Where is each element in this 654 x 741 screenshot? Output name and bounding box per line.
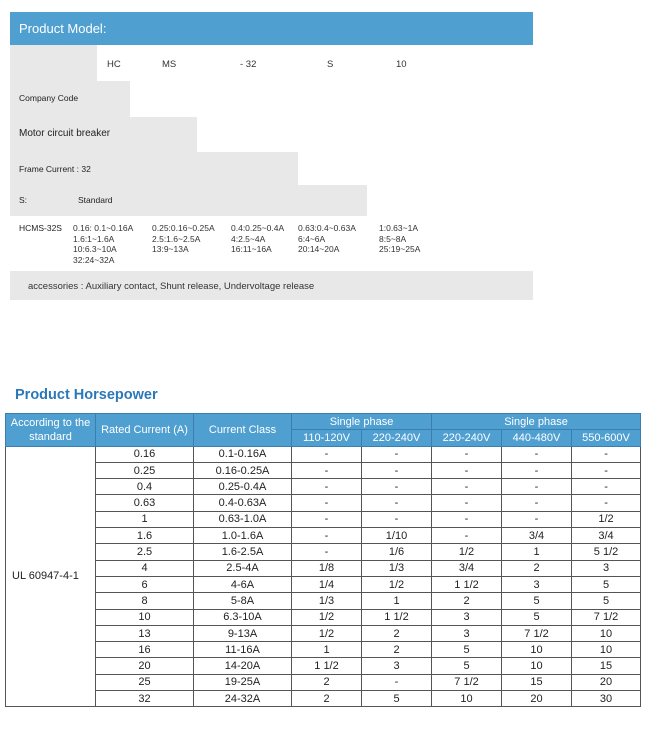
model-code-s: S bbox=[327, 59, 334, 70]
table-cell: 1 bbox=[362, 593, 432, 609]
table-cell: 1/6 bbox=[362, 544, 432, 560]
table-cell: - bbox=[432, 528, 502, 544]
model-code-10: 10 bbox=[396, 59, 407, 70]
table-cell: 4 bbox=[96, 560, 194, 576]
table-cell: - bbox=[292, 446, 362, 462]
table-cell: 15 bbox=[502, 674, 572, 690]
table-cell: - bbox=[572, 446, 641, 462]
table-cell: - bbox=[572, 462, 641, 478]
table-cell: - bbox=[432, 511, 502, 527]
table-cell: - bbox=[292, 544, 362, 560]
model-row-s-bg bbox=[10, 185, 367, 216]
table-cell: - bbox=[292, 511, 362, 527]
model-code-hc: HC bbox=[107, 59, 121, 70]
table-cell: 10 bbox=[432, 691, 502, 707]
table-cell: - bbox=[362, 511, 432, 527]
table-cell: 10 bbox=[96, 609, 194, 625]
table-cell: 1 1/2 bbox=[432, 576, 502, 592]
table-cell: 5 bbox=[572, 593, 641, 609]
table-cell: 20 bbox=[96, 658, 194, 674]
table-cell: 1/2 bbox=[362, 576, 432, 592]
table-cell: 0.4-0.63A bbox=[194, 495, 292, 511]
table-cell: 20 bbox=[502, 691, 572, 707]
motor-breaker-label: Motor circuit breaker bbox=[19, 128, 111, 139]
table-cell: 32 bbox=[96, 691, 194, 707]
table-cell: - bbox=[572, 495, 641, 511]
table-cell: 1/2 bbox=[292, 625, 362, 641]
table-cell: - bbox=[292, 495, 362, 511]
header-rated-current: Rated Current (A) bbox=[96, 414, 194, 447]
table-cell: 30 bbox=[572, 691, 641, 707]
table-cell: - bbox=[362, 446, 432, 462]
table-row bbox=[6, 576, 641, 592]
table-cell: 1 1/2 bbox=[292, 658, 362, 674]
table-cell: 19-25A bbox=[194, 674, 292, 690]
accessories-text: accessories : Auxiliary contact, Shunt release, Undervoltage release bbox=[28, 281, 315, 292]
table-cell: 8 bbox=[96, 593, 194, 609]
table-cell: - bbox=[362, 674, 432, 690]
standard-cell: UL 60947-4-1 bbox=[6, 446, 96, 707]
range-col-5: 1:0.63~1A 8:5~8A 25:19~25A bbox=[379, 223, 421, 254]
table-cell: - bbox=[292, 528, 362, 544]
product-model-header: Product Model: bbox=[10, 12, 533, 45]
header-single-phase-1: Single phase bbox=[292, 414, 432, 430]
table-cell: - bbox=[502, 462, 572, 478]
table-cell: 3 bbox=[432, 625, 502, 641]
table-cell: - bbox=[502, 446, 572, 462]
range-col-1: 0.16: 0.1~0.16A 1.6:1~1.6A 10:6.3~10A 32:24~32A bbox=[73, 223, 134, 265]
table-row bbox=[6, 479, 641, 495]
table-cell: 2 bbox=[432, 593, 502, 609]
table-cell: 3 bbox=[572, 560, 641, 576]
range-col-2: 0.25:0.16~0.25A 2.5:1.6~2.5A 13:9~13A bbox=[152, 223, 215, 254]
table-cell: 0.16 bbox=[96, 446, 194, 462]
table-cell: 6.3-10A bbox=[194, 609, 292, 625]
table-cell: - bbox=[502, 479, 572, 495]
table-cell: 1 bbox=[292, 642, 362, 658]
table-row bbox=[6, 674, 641, 690]
header-voltage-220a: 220-240V bbox=[362, 430, 432, 446]
table-cell: - bbox=[362, 462, 432, 478]
table-cell: 2.5-4A bbox=[194, 560, 292, 576]
table-row bbox=[6, 495, 641, 511]
table-cell: 10 bbox=[502, 642, 572, 658]
table-cell: 1 bbox=[502, 544, 572, 560]
table-cell: 1/3 bbox=[362, 560, 432, 576]
table-cell: 7 1/2 bbox=[572, 609, 641, 625]
table-cell: - bbox=[572, 479, 641, 495]
table-cell: 0.63-1.0A bbox=[194, 511, 292, 527]
table-cell: 0.16-0.25A bbox=[194, 462, 292, 478]
table-row bbox=[6, 658, 641, 674]
s-label: S: bbox=[19, 195, 28, 205]
table-cell: 1/2 bbox=[572, 511, 641, 527]
table-cell: 1 bbox=[96, 511, 194, 527]
table-cell: - bbox=[502, 511, 572, 527]
model-code-32: - 32 bbox=[240, 59, 257, 70]
table-cell: 0.4 bbox=[96, 479, 194, 495]
table-cell: 10 bbox=[502, 658, 572, 674]
header-voltage-110: 110-120V bbox=[292, 430, 362, 446]
table-cell: 2.5 bbox=[96, 544, 194, 560]
table-cell: 9-13A bbox=[194, 625, 292, 641]
table-cell: 5 bbox=[432, 658, 502, 674]
table-cell: 1/2 bbox=[432, 544, 502, 560]
table-cell: 2 bbox=[362, 625, 432, 641]
table-row bbox=[6, 625, 641, 641]
table-cell: 1/2 bbox=[292, 609, 362, 625]
table-cell: 2 bbox=[292, 674, 362, 690]
header-standard: According to the standard bbox=[6, 414, 96, 447]
table-cell: 5 bbox=[572, 576, 641, 592]
table-cell: 5 1/2 bbox=[572, 544, 641, 560]
table-cell: 1/3 bbox=[292, 593, 362, 609]
table-cell: 24-32A bbox=[194, 691, 292, 707]
table-cell: 3/4 bbox=[502, 528, 572, 544]
table-cell: 1 1/2 bbox=[362, 609, 432, 625]
table-cell: 1.6-2.5A bbox=[194, 544, 292, 560]
table-row bbox=[6, 446, 641, 462]
table-cell: 16 bbox=[96, 642, 194, 658]
table-cell: 1.6 bbox=[96, 528, 194, 544]
header-single-phase-2: Single phase bbox=[432, 414, 641, 430]
table-cell: - bbox=[292, 479, 362, 495]
table-cell: - bbox=[432, 462, 502, 478]
table-row bbox=[6, 609, 641, 625]
range-col-4: 0.63:0.4~0.63A 6:4~6A 20:14~20A bbox=[298, 223, 356, 254]
s-value: Standard bbox=[78, 195, 113, 205]
table-cell: 0.25 bbox=[96, 462, 194, 478]
series-label: HCMS-32S bbox=[19, 223, 62, 233]
horsepower-table bbox=[5, 413, 641, 707]
table-cell: 4-6A bbox=[194, 576, 292, 592]
table-cell: 13 bbox=[96, 625, 194, 641]
table-cell: 5 bbox=[502, 609, 572, 625]
table-cell: - bbox=[432, 446, 502, 462]
table-cell: - bbox=[432, 479, 502, 495]
table-cell: - bbox=[502, 495, 572, 511]
table-cell: 14-20A bbox=[194, 658, 292, 674]
company-code-label: Company Code bbox=[19, 93, 79, 103]
table-row bbox=[6, 528, 641, 544]
table-cell: 5 bbox=[432, 642, 502, 658]
header-voltage-550: 550-600V bbox=[572, 430, 641, 446]
table-cell: 0.1-0.16A bbox=[194, 446, 292, 462]
range-col-3: 0.4:0.25~0.4A 4:2.5~4A 16:11~16A bbox=[231, 223, 285, 254]
table-cell: 1/4 bbox=[292, 576, 362, 592]
table-cell: 2 bbox=[362, 642, 432, 658]
horsepower-title: Product Horsepower bbox=[15, 387, 158, 403]
table-cell: 1/10 bbox=[362, 528, 432, 544]
model-row-code-bg bbox=[10, 45, 97, 81]
table-cell: 3 bbox=[362, 658, 432, 674]
table-cell: 5 bbox=[362, 691, 432, 707]
horsepower-table-body bbox=[6, 446, 641, 707]
table-cell: - bbox=[292, 462, 362, 478]
table-row bbox=[6, 560, 641, 576]
table-cell: 5-8A bbox=[194, 593, 292, 609]
table-cell: - bbox=[432, 495, 502, 511]
table-cell: 15 bbox=[572, 658, 641, 674]
table-cell: 1/8 bbox=[292, 560, 362, 576]
table-cell: 6 bbox=[96, 576, 194, 592]
frame-current-label: Frame Current : 32 bbox=[19, 164, 91, 174]
table-cell: 0.25-0.4A bbox=[194, 479, 292, 495]
table-cell: 5 bbox=[502, 593, 572, 609]
table-cell: 1.0-1.6A bbox=[194, 528, 292, 544]
table-cell: 2 bbox=[292, 691, 362, 707]
table-row bbox=[6, 691, 641, 707]
table-cell: 7 1/2 bbox=[432, 674, 502, 690]
table-cell: 3 bbox=[432, 609, 502, 625]
header-current-class: Current Class bbox=[194, 414, 292, 447]
table-cell: 10 bbox=[572, 642, 641, 658]
table-cell: 10 bbox=[572, 625, 641, 641]
table-row bbox=[6, 544, 641, 560]
header-voltage-440: 440-480V bbox=[502, 430, 572, 446]
table-cell: 3/4 bbox=[572, 528, 641, 544]
table-row bbox=[6, 642, 641, 658]
table-cell: - bbox=[362, 479, 432, 495]
model-code-ms: MS bbox=[162, 59, 177, 70]
table-row bbox=[6, 462, 641, 478]
table-row bbox=[6, 511, 641, 527]
table-cell: 20 bbox=[572, 674, 641, 690]
table-cell: 2 bbox=[502, 560, 572, 576]
header-voltage-220b: 220-240V bbox=[432, 430, 502, 446]
table-row bbox=[6, 593, 641, 609]
table-cell: 7 1/2 bbox=[502, 625, 572, 641]
table-cell: - bbox=[362, 495, 432, 511]
table-cell: 0.63 bbox=[96, 495, 194, 511]
table-cell: 25 bbox=[96, 674, 194, 690]
table-cell: 3 bbox=[502, 576, 572, 592]
table-cell: 3/4 bbox=[432, 560, 502, 576]
table-cell: 11-16A bbox=[194, 642, 292, 658]
